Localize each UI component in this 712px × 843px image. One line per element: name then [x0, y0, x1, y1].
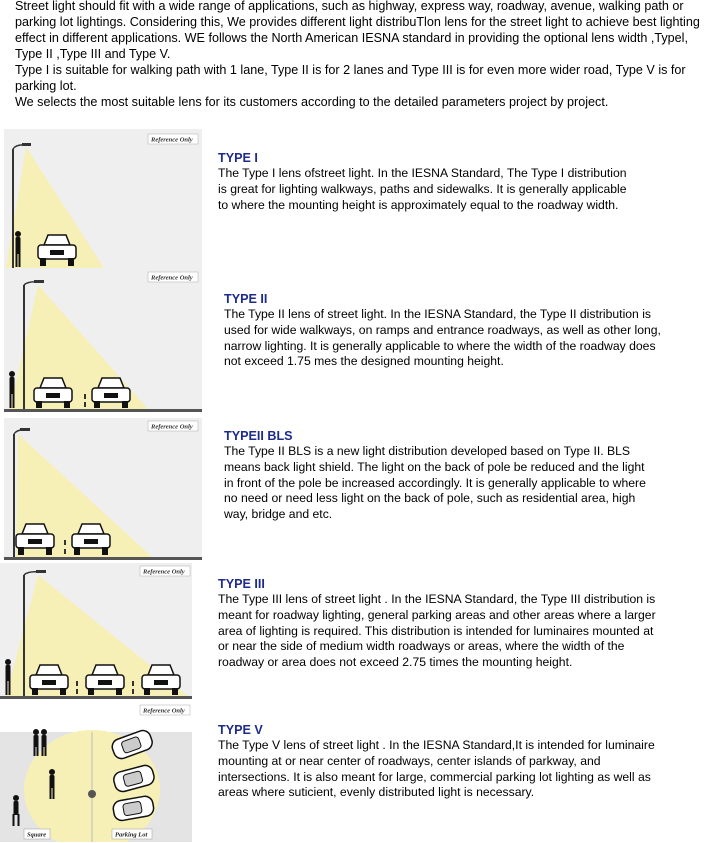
intro-text — [15, 0, 705, 110]
intro-paragraph-1: Street light should fit with a wide range of applications, such as highway, express way, roadway, avenue, walking path or parking lot lightings. Considering this, We provides different light distribuTlon lens for the street light to achieve best lighting effect in different applications. WE follows the North American IESNA standard in providing the optional lens width ,Typel, Type II ,Type III and Type V. — [15, 0, 700, 61]
type-1-body: The Type I lens ofstreet light. In the IESNA Standard, The Type I distribution is great for lighting walkways, paths and sidewalks. It is generally applicable to where the mounting height is approximately equal to the roadway width. — [218, 166, 627, 212]
type-5-title: TYPE V — [218, 723, 263, 737]
type-5-illustration — [0, 702, 192, 842]
parking-lot-label: Parking Lot — [115, 831, 148, 839]
type-5-section — [218, 722, 658, 801]
type-3-title: TYPE III — [218, 577, 265, 591]
type-3-body: The Type III lens of street light . In the IESNA Standard, the Type III distribution is meant for roadway lighting, general parking areas and other areas where a larger area of lighting is required. This distribution is intended for luminaires mounted at or near the side of medium width roadways or areas, where the width of the roadway or area does not exceed 2.75 times the mounting height. — [218, 592, 656, 670]
type-2-bls-illustration — [4, 418, 202, 560]
type-2-bls-section — [224, 428, 654, 523]
type-2-section — [224, 291, 664, 370]
reference-label: Reference Only — [143, 568, 185, 576]
type-2-bls-body: The Type II BLS is a new light distribution developed based on Type II. BLS means back light shield. The light on the back of pole be reduced and the light in front of the pole be increased accordingly. It is generally applicable to where no need or need less light on the back of pole, such as residential area, high way, bridge and etc. — [224, 444, 646, 522]
reference-label: Reference Only — [151, 136, 193, 144]
type-3-section — [218, 576, 658, 671]
type-2-illustration — [4, 268, 202, 412]
reference-label: Reference Only — [143, 707, 185, 715]
type-1-section — [218, 150, 628, 213]
intro-paragraph-3: We selects the most suitable lens for its customers according to the detailed parameters project by project. — [15, 95, 609, 109]
intro-paragraph-2: Type I is suitable for walking path with 1 lane, Type II is for 2 lanes and Type III is for even more wider road, Type V is for parking lot. — [15, 63, 686, 93]
type-2-title: TYPE II — [224, 292, 268, 306]
square-label: Square — [27, 831, 47, 839]
type-3-illustration — [0, 563, 192, 699]
reference-label: Reference Only — [151, 423, 193, 431]
type-1-illustration — [4, 129, 202, 271]
type-1-title: TYPE I — [218, 151, 258, 165]
type-2-bls-title: TYPEII BLS — [224, 429, 293, 443]
type-2-body: The Type II lens of street light. In the IESNA Standard, the Type II distribution is used for wide walkways, on ramps and entrance roadways, as well as other long, narrow lighting. It is generally applicable to where the width of the roadway does not exceed 1.75 mes the designed mounting height. — [224, 307, 661, 369]
reference-label: Reference Only — [151, 274, 193, 282]
type-5-body: The Type V lens of street light . In the IESNA Standard,It is intended for luminaire mounting at or near center of roadways, center islands of parkway, and intersections. It is also meant for large, commercial parking lot lighting as well as areas where suticient, evenly distributed light is necessary. — [218, 738, 655, 800]
